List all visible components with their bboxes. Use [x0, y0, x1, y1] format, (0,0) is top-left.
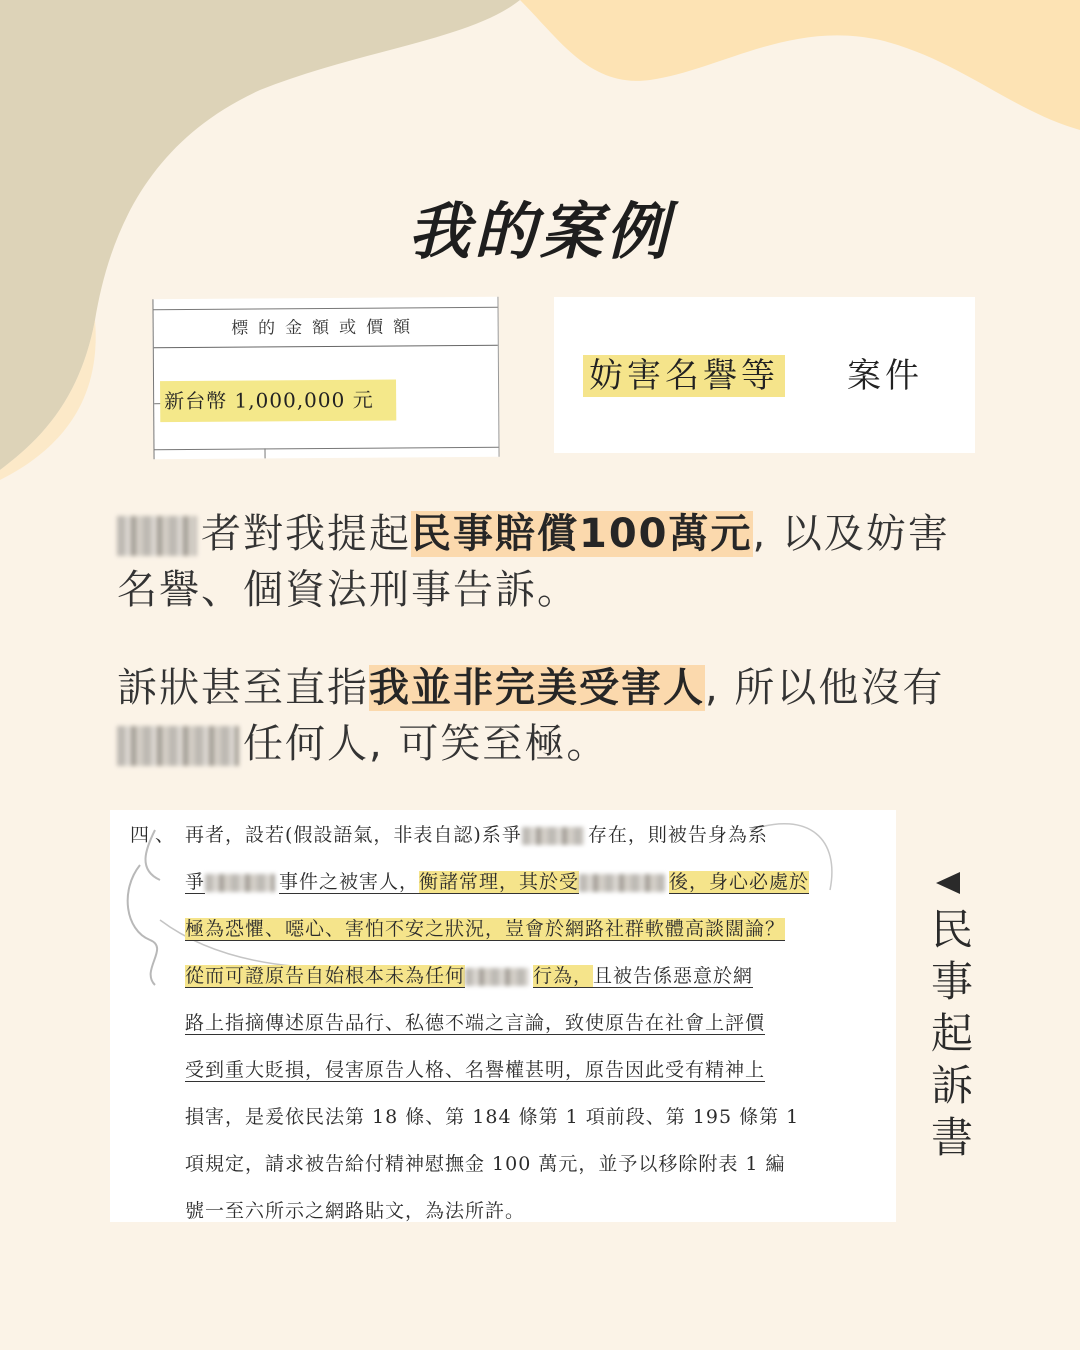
doc-line — [185, 1196, 525, 1223]
paragraph-1-text: 名譽、個資法刑事告訴。 — [117, 567, 579, 613]
redacted-text — [117, 516, 197, 556]
redacted-text — [205, 874, 275, 892]
doc-text: 路上指摘傳述原告品行、私德不端之言論，致使原告在社會上評價 — [185, 1012, 766, 1034]
doc-line — [185, 914, 785, 941]
doc-text: 且被告係惡意於網 — [593, 965, 754, 987]
doc-line — [185, 1008, 765, 1035]
doc-line — [185, 961, 753, 988]
doc-line — [185, 820, 768, 847]
doc-text: 事件之被害人， — [279, 871, 420, 893]
case-highlight: 妨害名譽等 — [583, 355, 785, 397]
doc-highlight: 後，身心必處於 — [669, 871, 810, 893]
doc-highlight: 極為恐懼、噁心、害怕不安之狀況，豈會於網路社群軟體高談闊論？ — [185, 918, 786, 940]
case-label: 案件 — [847, 356, 923, 396]
doc-highlight: 衡諸常理，其於受 — [419, 871, 580, 893]
paragraph-2-text: 任何人, 可笑至極。 — [243, 721, 609, 767]
doc-line — [185, 1102, 799, 1129]
doc-text: 損害，是爰依民法第 18 條、第 184 條第 1 項前段、第 195 條第 1 — [185, 1106, 800, 1128]
table-rule — [154, 447, 498, 450]
paragraph-2-text: , 所以他沒有 — [705, 665, 945, 711]
amount-value: 新台幣 1,000,000 元 — [160, 380, 396, 423]
redacted-text — [117, 726, 239, 766]
page-title: 我的案例 — [407, 195, 672, 268]
amount-header: 標的金額或價額 — [153, 297, 497, 348]
doc-text: 爭 — [185, 871, 206, 893]
paragraph-1-text: 者對我提起 — [201, 511, 411, 557]
paragraph-1-highlight: 民事賠償100萬元 — [411, 511, 753, 557]
doc-text: 再者，設若(假設語氣，非表自認)系爭 — [185, 824, 522, 846]
doc-line — [185, 867, 809, 894]
doc-text: 受到重大貶損，侵害原告人格、名譽權甚明，原告因此受有精神上 — [185, 1059, 766, 1081]
side-label: 民事起訴書 — [930, 905, 973, 1162]
redacted-text — [465, 968, 529, 986]
case-card — [554, 297, 975, 453]
left-arrow-icon — [936, 872, 960, 894]
paragraph-2-text: 訴狀甚至直指 — [117, 665, 369, 711]
redacted-text — [579, 874, 665, 892]
paragraph-1 — [117, 506, 977, 618]
doc-highlight: 行為， — [533, 965, 594, 987]
paragraph-2-highlight: 我並非完美受害人 — [369, 665, 705, 711]
doc-text: 項規定，請求被告給付精神慰撫金 100 萬元，並予以移除附表 1 編 — [185, 1153, 786, 1175]
section-number: 四、 — [130, 824, 181, 846]
doc-text: 號一至六所示之網路貼文，為法所許。 — [185, 1200, 526, 1222]
redacted-text — [522, 827, 584, 845]
complaint-excerpt — [110, 810, 896, 1222]
doc-highlight: 從而可證原告自始根本未為任何 — [185, 965, 466, 987]
table-rule — [264, 448, 265, 458]
paragraph-1-text: , 以及妨害 — [752, 511, 950, 557]
amount-card — [152, 297, 499, 459]
peach-blob — [520, 0, 1080, 130]
doc-line — [185, 1149, 786, 1176]
paragraph-2 — [117, 660, 977, 772]
doc-line — [185, 1055, 765, 1082]
doc-text: 存在，則被告身為系 — [587, 824, 768, 846]
